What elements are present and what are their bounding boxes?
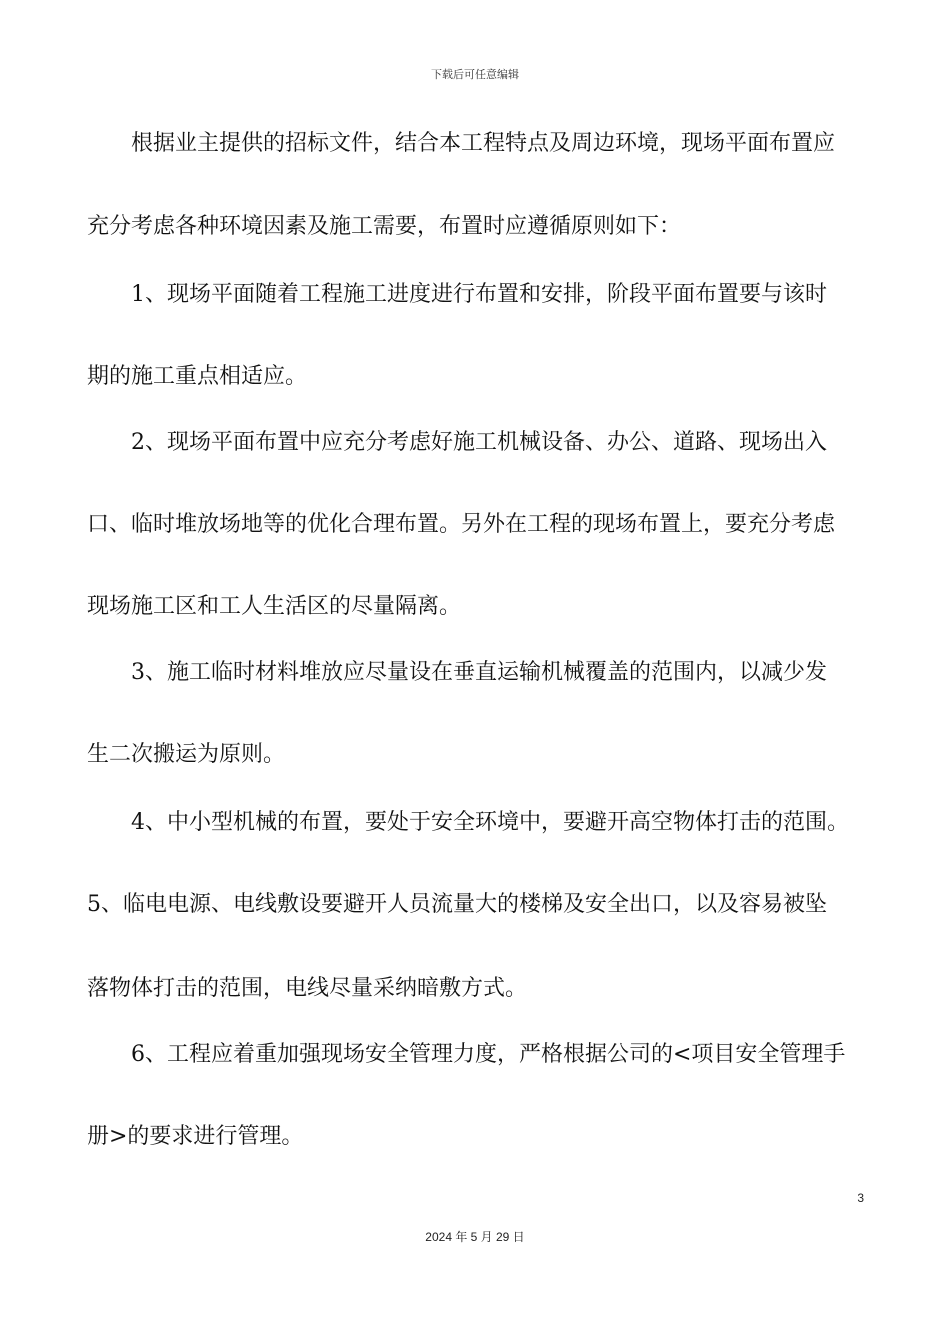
paragraph-line: 口、临时堆放场地等的优化合理布置。另外在工程的现场布置上，要充分考虑 (87, 512, 836, 537)
paragraph-line: 3、施工临时材料堆放应尽量设在垂直运输机械覆盖的范围内，以减少发 (131, 660, 827, 685)
paragraph-line: 期的施工重点相适应。 (87, 364, 308, 389)
paragraph-line: 2、现场平面布置中应充分考虑好施工机械设备、办公、道路、现场出入 (131, 430, 827, 455)
paragraph-line: 1、现场平面随着工程施工进度进行布置和安排，阶段平面布置要与该时 (131, 282, 827, 307)
paragraph-line: 现场施工区和工人生活区的尽量隔离。 (87, 594, 462, 619)
paragraph-line: 落物体打击的范围，电线尽量采纳暗敷方式。 (87, 976, 528, 1001)
paragraph-line: 生二次搬运为原则。 (87, 742, 286, 767)
paragraph-line: 4、中小型机械的布置，要处于安全环境中，要避开高空物体打击的范围。 (131, 810, 849, 835)
page-footer-date: 2024 年 5 月 29 日 (425, 1230, 525, 1244)
paragraph-line: 5、临电电源、电线敷设要避开人员流量大的楼梯及安全出口，以及容易被坠 (87, 892, 827, 917)
page-header-note: 下载后可任意编辑 (431, 68, 519, 81)
paragraph-line: 充分考虑各种环境因素及施工需要，布置时应遵循原则如下： (87, 214, 682, 239)
paragraph-line: 6、工程应着重加强现场安全管理力度，严格根据公司的<项目安全管理手 (131, 1042, 846, 1067)
paragraph-line: 根据业主提供的招标文件，结合本工程特点及周边环境，现场平面布置应 (131, 131, 836, 156)
page-number: 3 (857, 1191, 864, 1205)
paragraph-line: 册>的要求进行管理。 (87, 1124, 304, 1149)
